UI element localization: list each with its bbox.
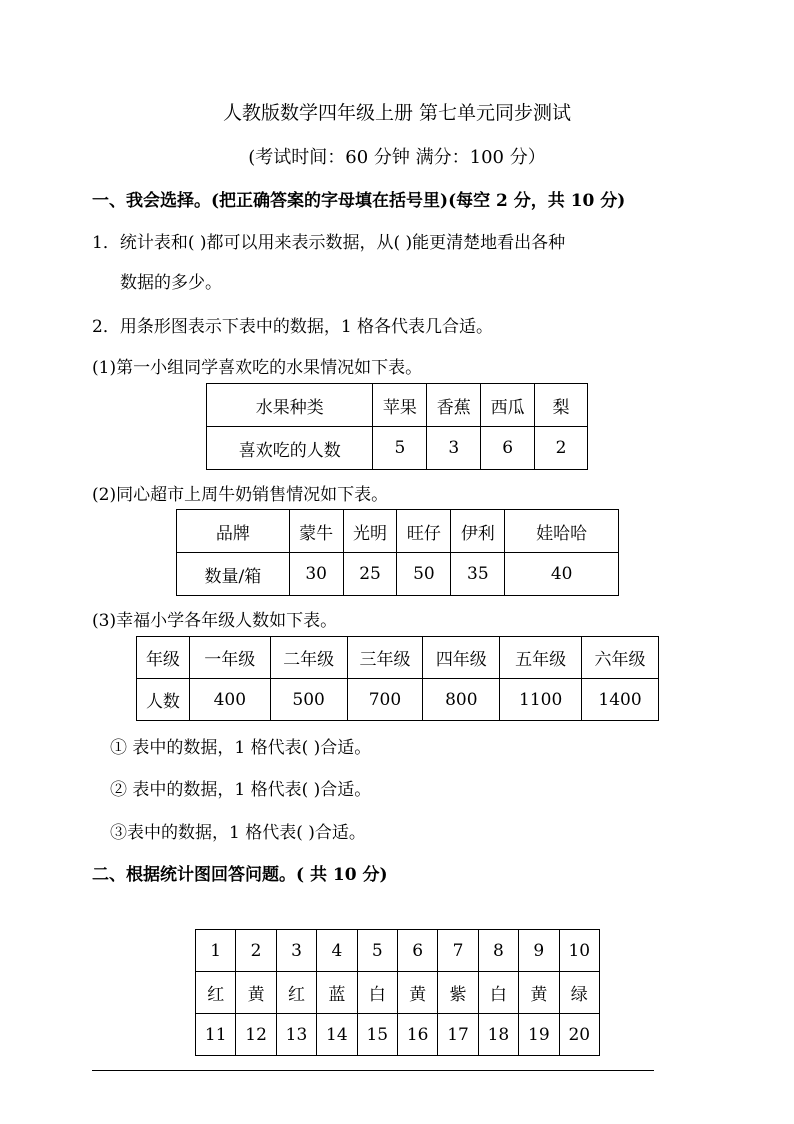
answer-line-3: ③表中的数据，1 格代表( )合适。 xyxy=(110,823,366,843)
table-cell: 水果种类 xyxy=(207,384,373,427)
table-cell: 6 xyxy=(397,930,437,972)
table-cell: 四年级 xyxy=(423,637,500,679)
table-row xyxy=(196,930,600,972)
table-cell: 18 xyxy=(478,1014,518,1056)
milk-sales-table xyxy=(176,509,619,596)
table-cell: 400 xyxy=(189,679,270,721)
table-cell: 6 xyxy=(481,427,535,470)
table-cell: 30 xyxy=(289,553,343,596)
color-number-table xyxy=(195,929,600,1056)
question-1-line-1: 1．统计表和( )都可以用来表示数据，从( )能更清楚地看出各种 xyxy=(92,233,566,253)
table-cell: 旺仔 xyxy=(397,510,451,553)
table-cell: 黄 xyxy=(236,972,276,1014)
table-cell: 品牌 xyxy=(177,510,290,553)
table-cell: 7 xyxy=(438,930,478,972)
table-row xyxy=(137,637,659,679)
table-row xyxy=(177,553,619,596)
table-cell: 五年级 xyxy=(500,637,582,679)
table-cell: 紫 xyxy=(438,972,478,1014)
page-title: 人教版数学四年级上册 第七单元同步测试 xyxy=(222,102,572,124)
table-cell: 六年级 xyxy=(582,637,659,679)
table-cell: 2 xyxy=(535,427,588,470)
question-1-line-2: 数据的多少。 xyxy=(120,273,222,293)
table-cell: 红 xyxy=(196,972,236,1014)
table-cell: 12 xyxy=(236,1014,276,1056)
table-cell: 50 xyxy=(397,553,451,596)
table-cell: 2 xyxy=(236,930,276,972)
table-cell: 人数 xyxy=(137,679,190,721)
table-cell: 4 xyxy=(317,930,357,972)
table-cell: 40 xyxy=(505,553,619,596)
sub-question-2: (2)同心超市上周牛奶销售情况如下表。 xyxy=(92,485,389,505)
table-cell: 三年级 xyxy=(347,637,423,679)
table-row xyxy=(137,679,659,721)
table-cell: 3 xyxy=(427,427,481,470)
table-cell: 数量/箱 xyxy=(177,553,290,596)
table-cell: 8 xyxy=(478,930,518,972)
answer-line-1: ① 表中的数据，1 格代表( )合适。 xyxy=(110,738,372,758)
question-2: 2．用条形图表示下表中的数据，1 格各代表几合适。 xyxy=(92,317,494,337)
table-cell: 西瓜 xyxy=(481,384,535,427)
table-cell: 蒙牛 xyxy=(289,510,343,553)
table-cell: 1100 xyxy=(500,679,582,721)
section-1-heading: 一、我会选择。(把正确答案的字母填在括号里)(每空 2 分，共 10 分) xyxy=(92,191,626,211)
table-cell: 1 xyxy=(196,930,236,972)
table-cell: 蓝 xyxy=(317,972,357,1014)
table-cell: 5 xyxy=(373,427,427,470)
table-cell: 19 xyxy=(519,1014,559,1056)
table-cell: 一年级 xyxy=(189,637,270,679)
table-cell: 绿 xyxy=(559,972,599,1014)
table-cell: 娃哈哈 xyxy=(505,510,619,553)
table-cell: 9 xyxy=(519,930,559,972)
footer-rule xyxy=(92,1070,654,1071)
fruit-table xyxy=(206,383,588,470)
table-row xyxy=(177,510,619,553)
table-cell: 5 xyxy=(357,930,397,972)
table-cell: 500 xyxy=(270,679,347,721)
table-cell: 年级 xyxy=(137,637,190,679)
table-cell: 15 xyxy=(357,1014,397,1056)
sub-question-3: (3)幸福小学各年级人数如下表。 xyxy=(92,611,338,631)
table-cell: 10 xyxy=(559,930,599,972)
exam-info: (考试时间：60 分钟 满分：100 分） xyxy=(248,147,546,168)
table-cell: 梨 xyxy=(535,384,588,427)
table-row xyxy=(207,384,588,427)
table-cell: 二年级 xyxy=(270,637,347,679)
table-row xyxy=(207,427,588,470)
table-row xyxy=(196,1014,600,1056)
section-2-heading: 二、根据统计图回答问题。( 共 10 分) xyxy=(92,865,388,885)
grade-population-table xyxy=(136,636,659,721)
table-cell: 700 xyxy=(347,679,423,721)
table-cell: 16 xyxy=(397,1014,437,1056)
table-cell: 800 xyxy=(423,679,500,721)
table-cell: 20 xyxy=(559,1014,599,1056)
sub-question-1: (1)第一小组同学喜欢吃的水果情况如下表。 xyxy=(92,358,423,378)
table-cell: 13 xyxy=(276,1014,316,1056)
table-cell: 3 xyxy=(276,930,316,972)
table-cell: 黄 xyxy=(397,972,437,1014)
table-cell: 红 xyxy=(276,972,316,1014)
table-cell: 白 xyxy=(478,972,518,1014)
table-cell: 17 xyxy=(438,1014,478,1056)
table-cell: 苹果 xyxy=(373,384,427,427)
table-cell: 黄 xyxy=(519,972,559,1014)
table-cell: 喜欢吃的人数 xyxy=(207,427,373,470)
table-cell: 伊利 xyxy=(451,510,505,553)
table-cell: 白 xyxy=(357,972,397,1014)
table-cell: 25 xyxy=(343,553,397,596)
answer-line-2: ② 表中的数据，1 格代表( )合适。 xyxy=(110,780,372,800)
table-cell: 11 xyxy=(196,1014,236,1056)
table-cell: 14 xyxy=(317,1014,357,1056)
table-cell: 35 xyxy=(451,553,505,596)
table-cell: 1400 xyxy=(582,679,659,721)
table-cell: 光明 xyxy=(343,510,397,553)
table-row xyxy=(196,972,600,1014)
table-cell: 香蕉 xyxy=(427,384,481,427)
